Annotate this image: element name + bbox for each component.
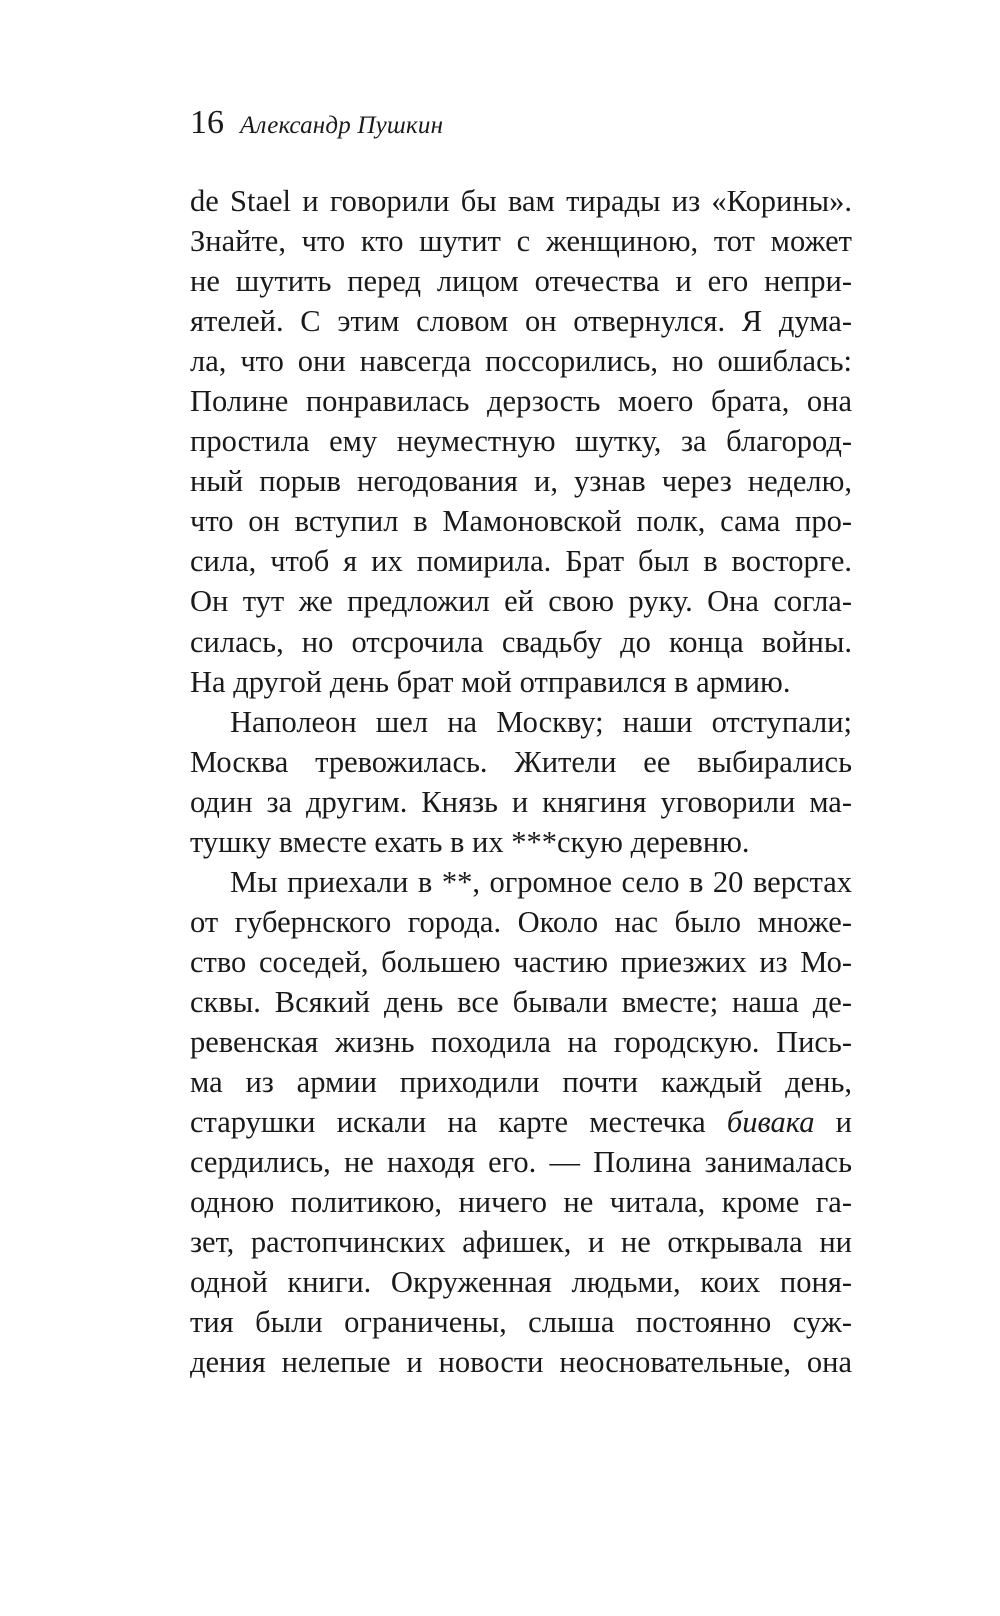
text-line: Знайте, что кто шутит с женщиною, тот может	[190, 224, 852, 259]
text-line: На другой день брат мой отправился в армию.	[190, 664, 791, 699]
text-line: одною политикою, ничего не читала, кроме га-	[190, 1185, 852, 1220]
running-head	[190, 104, 443, 150]
text-line: сила, чтоб я их помирила. Брат был в восторге.	[190, 544, 852, 579]
text-line: Москва тревожилась. Жители ее выбирались	[190, 744, 852, 779]
text-line: ятелей. С этим словом он отвернулся. Я дума-	[190, 304, 852, 339]
text-line: Полине понравилась дерзость моего брата, она	[190, 384, 852, 419]
page-number: 16	[190, 104, 224, 141]
text-line: силась, но отсрочила свадьбу до конца войны.	[190, 624, 852, 659]
text-line: дения нелепые и новости неосновательные, она	[190, 1345, 852, 1380]
text-fragment: и	[835, 1105, 852, 1140]
text-line: Он тут же предложил ей свою руку. Она согла-	[190, 584, 852, 619]
text-line: сердились, не находя его. — Полина занималась	[190, 1145, 852, 1180]
text-line: не шутить перед лицом отечества и его непри-	[190, 264, 852, 299]
body-text	[190, 181, 852, 1382]
text-line: зет, растопчинских афишек, и не открывала ни	[190, 1225, 852, 1260]
text-line: тушку вместе ехать в их ***скую деревню.	[190, 824, 750, 859]
text-line: ла, что они навсегда поссорились, но ошиблась:	[190, 344, 852, 379]
text-line-with-italic	[190, 1102, 852, 1142]
text-line: один за другим. Князь и княгиня уговорили ма-	[190, 784, 852, 819]
text-line: ный порыв негодования и, узнав через неделю,	[190, 464, 852, 499]
text-line: ма из армии приходили почти каждый день,	[190, 1065, 852, 1100]
text-line: что он вступил в Мамоновской полк, сама про-	[190, 504, 852, 539]
text-line: Мы приехали в **, огромное село в 20 верстах	[230, 864, 852, 899]
text-line: Наполеон шел на Москву; наши отступали;	[230, 704, 852, 739]
text-line: от губернского города. Около нас было множе-	[190, 904, 852, 939]
text-line: простила ему неуместную шутку, за благород-	[190, 424, 852, 459]
text-line: сквы. Всякий день все бывали вместе; наша де-	[190, 984, 852, 1019]
text-line: одной книги. Окруженная людьми, коих поня-	[190, 1265, 852, 1300]
italic-word: бивака	[726, 1105, 815, 1140]
text-line: тия были ограничены, слыша постоянно суж-	[190, 1305, 852, 1340]
text-fragment: старушки искали на карте местечка	[190, 1105, 706, 1140]
text-line: de Stael и говорили бы вам тирады из «Корины».	[190, 184, 852, 218]
running-head-author: Александр Пушкин	[240, 112, 444, 139]
text-line: ревенская жизнь походила на городскую. Пись-	[190, 1024, 852, 1059]
text-line: ство соседей, большею частию приезжих из Мо-	[190, 944, 852, 979]
